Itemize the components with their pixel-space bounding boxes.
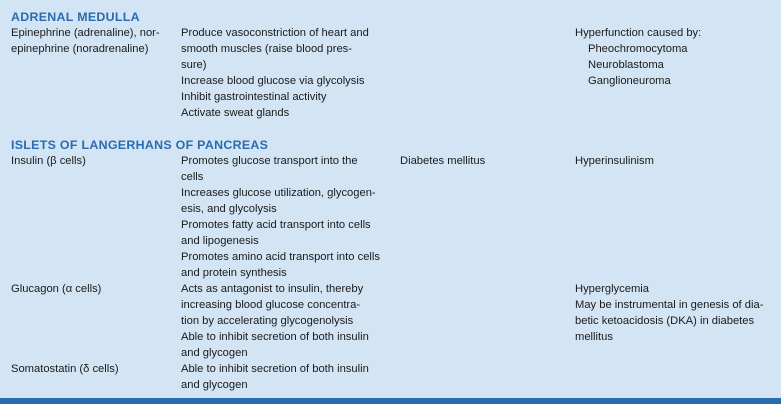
cause-item: Pheochromocytoma bbox=[588, 43, 688, 55]
function-item: Promotes glucose transport into the cells bbox=[181, 155, 358, 183]
hyperfunction-item: Hyperglycemia bbox=[575, 283, 649, 295]
function-item: Produce vasoconstriction of heart and smooth muscles (raise blood pres- sure) bbox=[181, 27, 369, 71]
section-title-islets-of-langerhans: ISLETS OF LANGERHANS OF PANCREAS bbox=[11, 138, 269, 152]
cause-item: Neuroblastoma bbox=[588, 59, 664, 71]
function-item: Acts as antagonist to insulin, thereby increasing blood glucose concentra- tion by accelerating glycogenolysis bbox=[181, 283, 364, 327]
function-item: Able to inhibit secretion of both insulin and glycogen bbox=[181, 331, 369, 359]
hypofunction-insulin: Diabetes mellitus bbox=[400, 155, 486, 167]
section-title-adrenal-medulla: ADRENAL MEDULLA bbox=[11, 10, 140, 24]
functions-epinephrine bbox=[181, 25, 369, 121]
function-item: Increase blood glucose via glycolysis bbox=[181, 75, 365, 87]
cause-item: Ganglioneuroma bbox=[588, 75, 671, 87]
function-item: Inhibit gastrointestinal activity bbox=[181, 91, 327, 103]
bottom-rule bbox=[0, 398, 781, 404]
hyperfunction-item: May be instrumental in genesis of dia- betic ketoacidosis (DKA) in diabetes mellitus bbox=[575, 299, 764, 343]
hormone-epinephrine: Epinephrine (adrenaline), nor- epinephrine (noradrenaline) bbox=[11, 27, 160, 55]
function-item: Promotes fatty acid transport into cells and lipogenesis bbox=[181, 219, 371, 247]
hormone-somatostatin: Somatostatin (δ cells) bbox=[11, 363, 119, 375]
function-item: Increases glucose utilization, glycogen- esis, and glycolysis bbox=[181, 187, 376, 215]
functions-insulin bbox=[181, 153, 380, 281]
hyperfunction-glucagon bbox=[575, 281, 763, 345]
hormone-insulin: Insulin (β cells) bbox=[11, 155, 86, 167]
function-item: Promotes amino acid transport into cells and protein synthesis bbox=[181, 251, 380, 279]
function-item: Activate sweat glands bbox=[181, 107, 290, 119]
hormone-glucagon: Glucagon (α cells) bbox=[11, 283, 102, 295]
hyperfunction-insulin: Hyperinsulinism bbox=[575, 155, 654, 167]
function-item: Able to inhibit secretion of both insulin and glycogen bbox=[181, 363, 369, 391]
functions-glucagon bbox=[181, 281, 369, 361]
hyperfunction-epinephrine: Hyperfunction caused by: Pheochromocytoma Neuroblastoma Ganglioneuroma bbox=[575, 27, 702, 87]
functions-somatostatin bbox=[181, 361, 369, 393]
